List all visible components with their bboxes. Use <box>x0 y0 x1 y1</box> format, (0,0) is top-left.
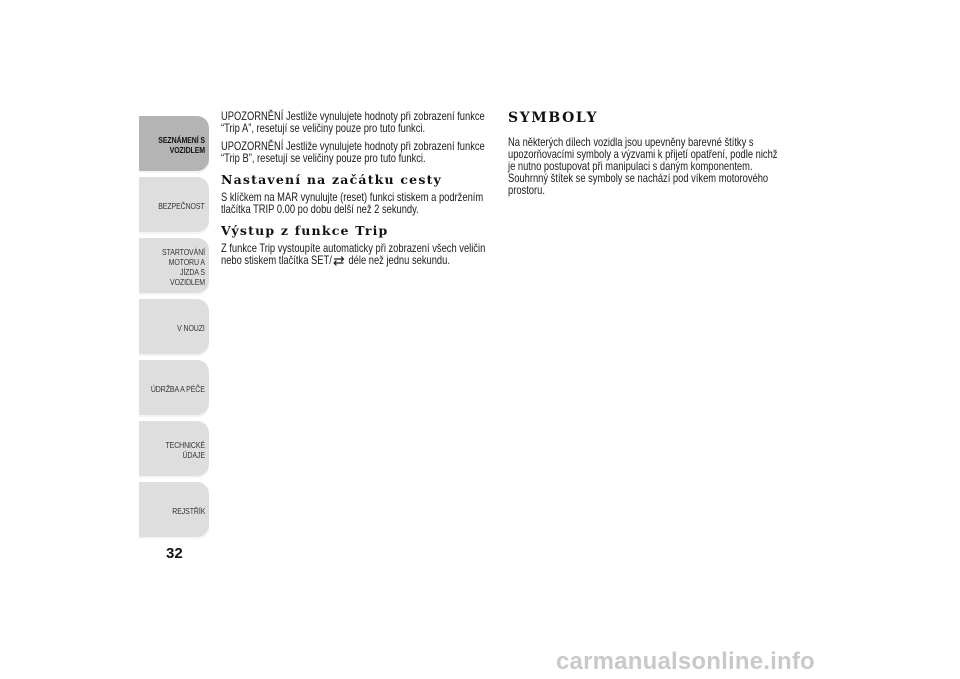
exit-text-after: déle než jednu sekundu. <box>345 253 450 267</box>
tab-v-nouzi[interactable] <box>139 299 209 356</box>
tab-label: STARTOVÁNÍ MOTORU A JÍZDA S VOZIDLEM <box>162 246 205 287</box>
return-arrow-icon <box>333 256 345 268</box>
section-heading-exit: Výstup z funkce Trip <box>221 223 389 238</box>
tab-label: BEZPEČNOST <box>158 200 205 211</box>
watermark: carmanualsonline.info <box>556 648 815 675</box>
right-column <box>508 110 778 202</box>
tab-bezpecnost[interactable] <box>139 177 209 234</box>
section-heading-start: Nastavení na začátku cesty <box>221 172 443 187</box>
tab-label: TECHNICKÉ ÚDAJE <box>165 439 205 460</box>
tab-label: REJSTŘÍK <box>171 505 205 516</box>
warning-trip-b: UPOZORNĚNÍ Jestliže vynulujete hodnoty při zobrazení funkce “Trip B”, resetují se veličiny pouze pro tuto funkci. <box>221 139 485 165</box>
tab-technicke-udaje[interactable] <box>139 421 209 478</box>
tab-udrzba-a-pece[interactable] <box>139 360 209 417</box>
tab-label: SEZNÁMENÍ S VOZIDLEM <box>158 134 205 155</box>
tab-seznameni-s-vozidlem[interactable] <box>139 116 209 173</box>
left-column <box>221 110 491 274</box>
symbols-paragraph: Na některých dílech vozidla jsou upevněny barevné štítky s upozorňovacími symboly a výzvami k přijetí opatření, podle nichž je nutno postupovat při manipulaci s daným komponentem. Souhrnný štítek se symboly se nachází pod víkem motorového prostoru. <box>508 135 778 197</box>
tab-label: ÚDRŽBA A PÉČE <box>151 383 205 394</box>
page-number: 32 <box>166 545 183 562</box>
tab-label: V NOUZI <box>177 322 205 333</box>
start-paragraph: S klíčkem na MAR vynulujte (reset) funkci stiskem a podržením tlačítka TRIP 0.00 po dobu delší než 2 sekundy. <box>221 190 484 216</box>
exit-paragraph <box>221 242 491 268</box>
warning-trip-a: UPOZORNĚNÍ Jestliže vynulujete hodnoty při zobrazení funkce “Trip A”, resetují se veličiny pouze pro tuto funkci. <box>221 109 485 135</box>
tab-rejstrik[interactable] <box>139 482 209 539</box>
exit-text-before: Z funkce Trip vystoupíte automaticky při zobrazení všech veličin nebo stiskem tlačítka SET/ <box>221 241 486 267</box>
symbols-heading: SYMBOLY <box>508 110 599 126</box>
tab-startovani[interactable] <box>139 238 209 295</box>
